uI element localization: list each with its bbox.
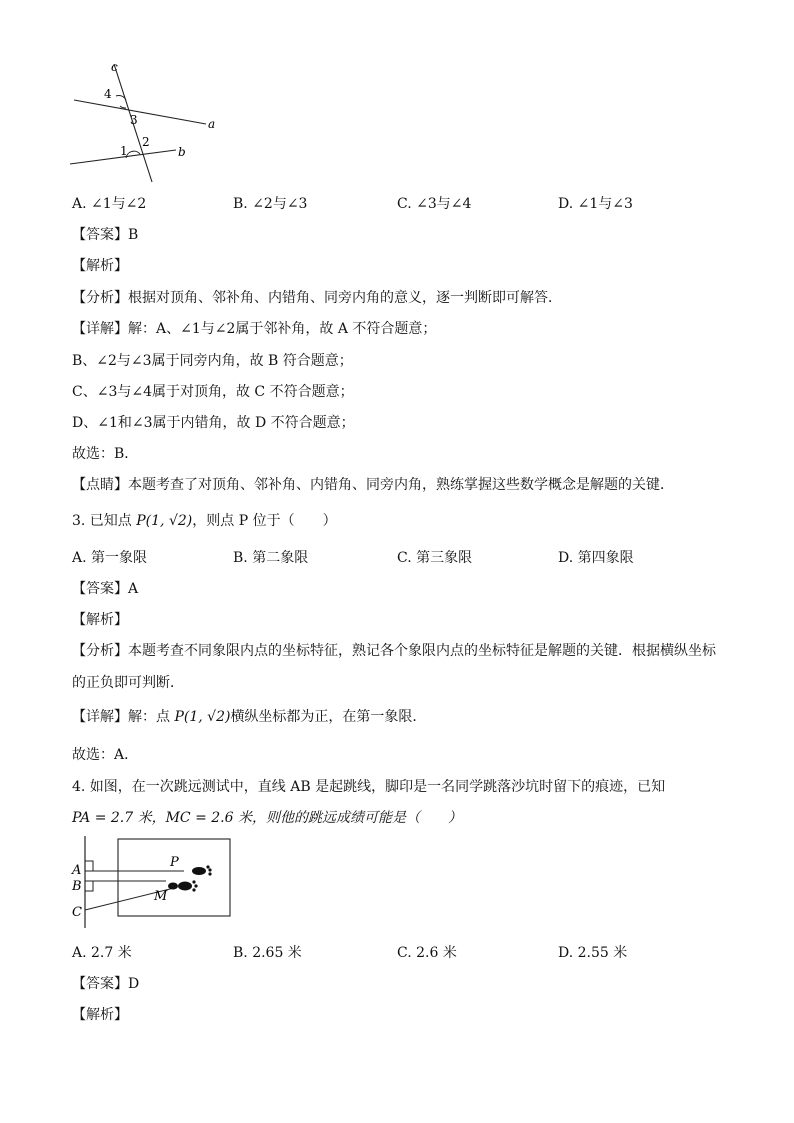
q4-stem-1: 4. 如图，在一次跳远测试中，直线 AB 是起跳线，脚印是一名同学跳落沙坑时留下的痕迹，已知 bbox=[72, 779, 666, 795]
q3-option-b: B. 第二象限 bbox=[233, 550, 309, 566]
q3-choice: 故选：A． bbox=[72, 747, 139, 763]
q4-option-d: D. 2.55 米 bbox=[558, 945, 628, 961]
angle-2-label: 2 bbox=[142, 135, 150, 149]
q4-answer: 【答案】D bbox=[72, 976, 140, 992]
q4-option-c: C. 2.6 米 bbox=[397, 945, 457, 961]
q3-option-c: C. 第三象限 bbox=[397, 550, 473, 566]
q3-stem-post: ，则点 P 位于（ ） bbox=[192, 513, 337, 529]
q2-detail-3: C、∠3与∠4属于对顶角，故 C 不符合题意； bbox=[72, 384, 354, 400]
q2-option-d: D. ∠1与∠3 bbox=[558, 196, 633, 212]
q2-answer: 【答案】B bbox=[72, 227, 139, 243]
point-m-label: M bbox=[154, 889, 168, 904]
q4-jiexi: 【解析】 bbox=[72, 1007, 128, 1023]
q3-detail-pre: 【详解】解：点 bbox=[72, 709, 175, 725]
q2-choice: 故选：B． bbox=[72, 446, 139, 462]
q3-stem bbox=[72, 510, 337, 530]
q2-detail-2: B、∠2与∠3属于同旁内角，故 B 符合题意； bbox=[72, 353, 353, 369]
q3-point: P(1, √2) bbox=[136, 513, 193, 529]
q3-option-d: D. 第四象限 bbox=[558, 550, 634, 566]
q4-stem-2: PA = 2.7 米，MC = 2.6 米，则他的跳远成绩可能是（ ） bbox=[72, 810, 462, 826]
point-c-label: C bbox=[72, 905, 82, 920]
angle-1-label: 1 bbox=[120, 144, 128, 158]
line-c-label: c bbox=[111, 60, 118, 74]
q2-jiexi: 【解析】 bbox=[72, 258, 128, 274]
q2-analysis: 【分析】根据对顶角、邻补角、内错角、同旁内角的意义，逐一判断即可解答． bbox=[72, 290, 562, 306]
q4-option-b: B. 2.65 米 bbox=[233, 945, 302, 961]
line-a-label: a bbox=[208, 117, 216, 131]
point-b-label: B bbox=[72, 879, 82, 894]
point-a-label: A bbox=[72, 863, 82, 878]
angle-figure bbox=[66, 58, 236, 184]
long-jump-figure bbox=[66, 834, 236, 932]
q2-option-b: B. ∠2与∠3 bbox=[233, 196, 308, 212]
q3-analysis-1: 【分析】本题考查不同象限内点的坐标特征，熟记各个象限内点的坐标特征是解题的关键．根据横纵坐标 bbox=[72, 643, 716, 659]
point-p-label: P bbox=[170, 855, 179, 870]
q3-answer: 【答案】A bbox=[72, 581, 139, 597]
line-b-label: b bbox=[178, 145, 186, 159]
angle-4-label: 4 bbox=[104, 87, 112, 101]
q3-detail-post: 横纵坐标都为正，在第一象限． bbox=[230, 709, 427, 725]
q3-detail-point: P(1, √2) bbox=[174, 709, 231, 725]
q2-detail-4: D、∠1和∠3属于内错角，故 D 不符合题意； bbox=[72, 415, 355, 431]
q3-detail bbox=[72, 706, 426, 726]
q2-comment: 【点睛】本题考查了对顶角、邻补角、内错角、同旁内角，熟练掌握这些数学概念是解题的关键． bbox=[72, 477, 674, 493]
q3-analysis-2: 的正负即可判断． bbox=[72, 675, 184, 691]
angle-3-label: 3 bbox=[130, 113, 138, 127]
q2-option-a: A. ∠1与∠2 bbox=[72, 196, 147, 212]
q4-option-a: A. 2.7 米 bbox=[72, 945, 132, 961]
q3-option-a: A. 第一象限 bbox=[72, 550, 148, 566]
q2-detail-1: 【详解】解：A、∠1与∠2属于邻补角，故 A 不符合题意； bbox=[72, 321, 437, 337]
q2-option-c: C. ∠3与∠4 bbox=[397, 196, 472, 212]
q3-stem-pre: 3. 已知点 bbox=[72, 513, 137, 529]
q3-jiexi: 【解析】 bbox=[72, 612, 128, 628]
